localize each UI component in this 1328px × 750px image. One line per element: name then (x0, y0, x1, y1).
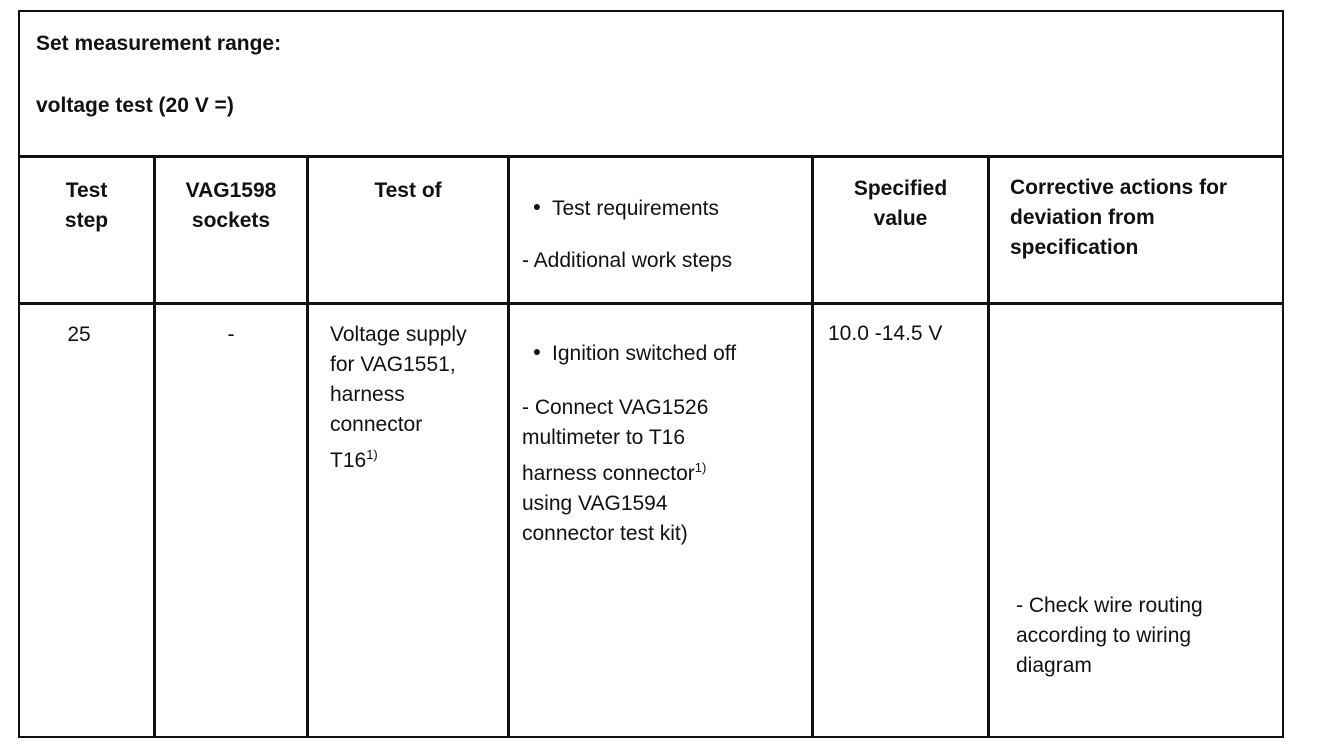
column-divider (306, 158, 309, 736)
row-requirements: ● Ignition switched off - Connect VAG1526 multimeter to T16 harness connector$^{1)}$ using VAG1594 connector test kit) (522, 339, 808, 549)
column-header-sockets: VAG1598 sockets (185, 179, 277, 232)
column-divider (153, 158, 156, 736)
voltage-test-label: voltage test (20 V =) (36, 94, 234, 117)
row-specified-value: 10.0 -14.5 V (828, 322, 943, 345)
measurement-range-label: Set measurement range: (36, 32, 282, 55)
column-header-test-step: Test step (64, 179, 109, 232)
row-corrective-action: - Check wire routing according to wiring diagram (1016, 594, 1203, 677)
column-header-specified-value: Specified value (853, 177, 948, 230)
bullet-icon: ● (532, 198, 542, 215)
column-divider (987, 158, 990, 736)
column-divider (811, 158, 814, 736)
row-sockets: - (227, 323, 235, 346)
bullet-icon: ● (532, 343, 542, 360)
column-header-requirements: ● Test requirements - Additional work steps (522, 194, 808, 276)
row-test-of: Voltage supply for VAG1551, harness connector T16$^{1)}$ (330, 323, 467, 472)
column-divider (507, 158, 510, 736)
column-header-corrective: Corrective actions for deviation from specification (1010, 176, 1228, 259)
measurement-table (18, 10, 1284, 738)
row-step: 25 (67, 323, 91, 346)
row-divider (20, 302, 1282, 305)
column-header-test-of: Test of (374, 179, 442, 202)
table-header-banner (20, 12, 1282, 158)
